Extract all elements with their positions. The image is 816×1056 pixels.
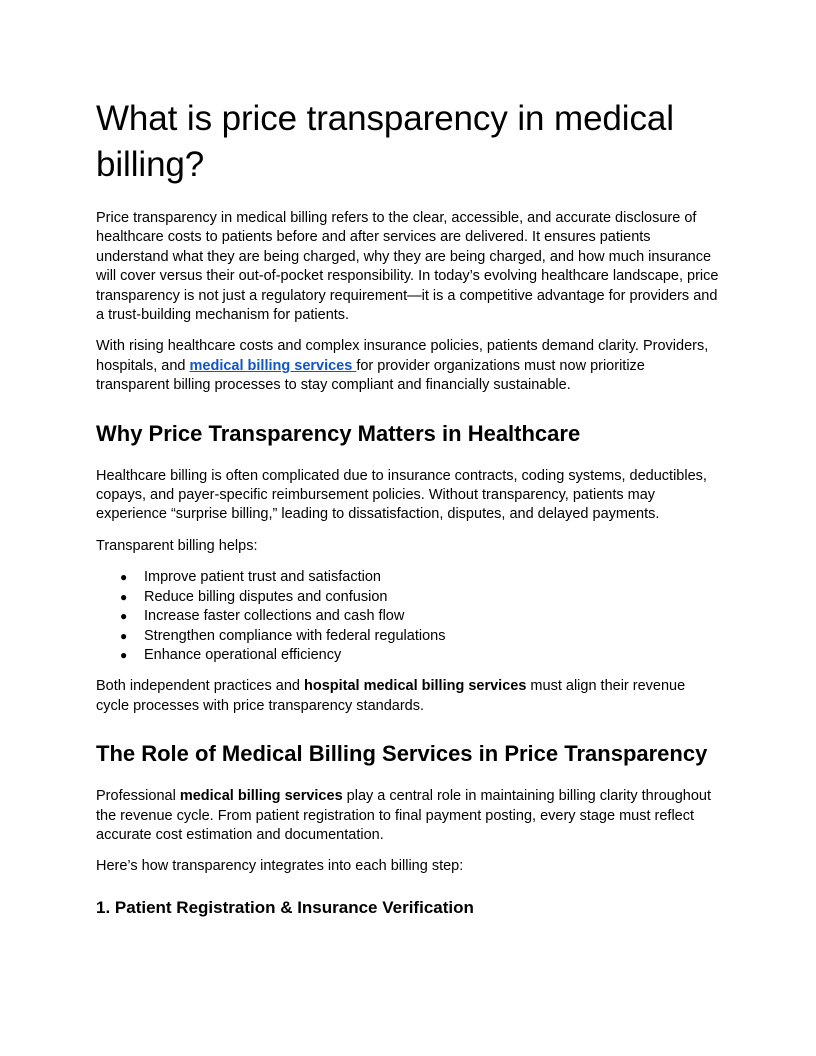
list-item-text: Enhance operational efficiency <box>144 646 342 663</box>
section2-paragraph <box>96 787 720 845</box>
list-item-text: Improve patient trust and satisfaction <box>144 569 381 586</box>
section-heading-why-transparency: Why Price Transparency Matters in Healthcare <box>96 420 581 446</box>
list-item <box>120 568 720 587</box>
text-run: play a central role in maintaining billing clarity throughout the revenue cycle. From patient registration to final payment posting, every stage must reflect accurate cost estimation and documentation. <box>96 788 711 843</box>
bullet-icon: ● <box>120 647 128 662</box>
list-item <box>120 646 720 665</box>
bullet-icon: ● <box>120 628 128 643</box>
list-item <box>120 627 720 646</box>
page-title: What is price transparency in medical billing? <box>96 99 674 184</box>
section-heading-role-of-billing: The Role of Medical Billing Services in Price Transparency <box>96 741 708 767</box>
text-run: Professional <box>96 788 180 805</box>
intro-paragraph-services <box>96 337 720 395</box>
bold-text: medical billing services <box>179 788 343 805</box>
list-item <box>120 588 720 607</box>
benefits-list <box>96 568 720 665</box>
text-run: must align their revenue cycle processes with price transparency standards. <box>96 678 686 714</box>
section1-closing-paragraph <box>96 677 720 716</box>
section1-paragraph: Healthcare billing is often complicated due to insurance contracts, coding systems, deductibles, copays, and payer-specific reimbursement policies. Without transparency, patients may experience “surprise billing,” leading to dissatisfaction, disputes, and delayed payments. <box>96 467 707 523</box>
text-run: Both independent practices and <box>96 678 304 695</box>
bullet-icon: ● <box>120 609 128 624</box>
list-item-text: Strengthen compliance with federal regulations <box>144 627 446 644</box>
bullet-icon: ● <box>120 570 128 585</box>
list-item <box>120 607 720 626</box>
medical-billing-services-link[interactable]: medical billing services <box>189 357 357 374</box>
bold-text: hospital medical billing services <box>303 678 527 695</box>
list-item-text: Reduce billing disputes and confusion <box>144 588 388 605</box>
text-run: With rising healthcare costs and complex insurance policies, patients demand clarity. Providers, hospitals, and <box>96 338 709 374</box>
section2-steps-intro: Here’s how transparency integrates into each billing step: <box>96 858 464 875</box>
subheading-registration: 1. Patient Registration & Insurance Verification <box>96 897 474 917</box>
bullet-icon: ● <box>120 589 128 604</box>
section1-list-intro: Transparent billing helps: <box>96 537 258 554</box>
list-item-text: Increase faster collections and cash flow <box>144 608 405 625</box>
text-run: for provider organizations must now prioritize transparent billing processes to stay compliant and financially sustainable. <box>96 357 645 394</box>
intro-paragraph: Price transparency in medical billing refers to the clear, accessible, and accurate disclosure of healthcare costs to patients before and after services are delivered. It ensures patients understand what they are being charged, why they are being charged, and how much insurance will cover versus their out-of-pocket responsibility. In today’s evolving healthcare landscape, price transparency is not just a regulatory requirement—it is a competitive advantage for providers and a trust-building mechanism for patients. <box>96 210 719 324</box>
